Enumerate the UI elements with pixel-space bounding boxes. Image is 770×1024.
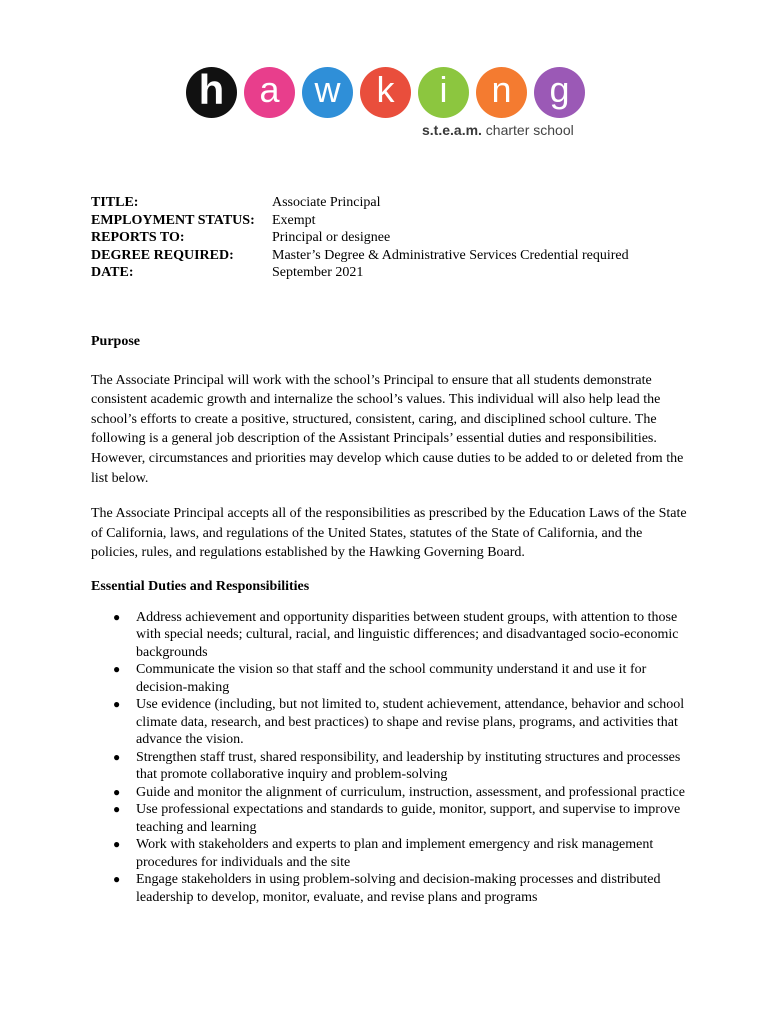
hawking-logo — [186, 67, 586, 139]
list-item-text: Use evidence (including, but not limited to, student achievement, attendance, behavior and school climate data, research, and best practices) to shape and revise plans, programs, and activities that advance the vision. — [136, 697, 685, 748]
meta-row-reports-to — [91, 229, 629, 247]
meta-key: EMPLOYMENT STATUS: — [91, 212, 255, 228]
list-item — [91, 696, 691, 749]
logo-letters — [186, 67, 586, 118]
purpose-paragraph-2: The Associate Principal accepts all of the responsibilities as prescribed by the Education Laws of the State of California, laws, and regulations of the United States, statutes of the State of California, and the policies, rules, and regulations established by the Hawking Governing Board. — [91, 506, 687, 561]
list-item-text: Engage stakeholders in using problem-solving and decision-making processes and distributed leadership to develop, monitor, evaluate, and revise plans and programs — [136, 872, 661, 905]
document-body — [91, 332, 691, 906]
logo-letter-g: g — [534, 67, 585, 118]
bullet-icon: ● — [113, 609, 121, 624]
meta-key: TITLE: — [91, 195, 139, 210]
logo-letter-h: h — [186, 67, 237, 118]
list-item — [91, 609, 691, 662]
meta-value: Associate Principal — [272, 195, 381, 210]
bullet-icon: ● — [113, 784, 121, 799]
logo-letter-i: i — [418, 67, 469, 118]
meta-row-employment-status — [91, 212, 629, 230]
list-item-text: Strengthen staff trust, shared responsibility, and leadership by instituting structures and processes that promote collaborative inquiry and problem-solving — [136, 749, 681, 783]
list-item-text: Communicate the vision so that staff and the school community understand it and use it for decision-making — [136, 662, 647, 695]
list-item-text: Use professional expectations and standards to guide, monitor, support, and supervise to improve teaching and learning — [136, 802, 681, 835]
meta-value: September 2021 — [272, 265, 364, 280]
meta-row-date — [91, 264, 629, 282]
logo-letter-w: w — [302, 67, 353, 118]
list-item-text: Work with stakeholders and experts to plan and implement emergency and risk management procedures for individuals and the site — [136, 837, 654, 870]
meta-row-title — [91, 194, 629, 212]
list-item-text: Address achievement and opportunity disparities between student groups, with attention to those with special needs; cultural, racial, and linguistic differences; and disadvantaged socio-economic backgrounds — [136, 609, 679, 660]
logo-letter-k: k — [360, 67, 411, 118]
list-item — [91, 784, 691, 802]
duties-list — [91, 609, 691, 907]
duties-heading: Essential Duties and Responsibilities — [91, 578, 310, 594]
list-item — [91, 871, 691, 906]
meta-key: REPORTS TO: — [91, 230, 185, 245]
bullet-icon: ● — [113, 749, 121, 764]
purpose-heading: Purpose — [91, 334, 140, 349]
meta-value: Principal or designee — [272, 230, 391, 245]
meta-value: Exempt — [272, 212, 316, 228]
tagline-steam: s.t.e.a.m. — [422, 122, 482, 138]
meta-key: DATE: — [91, 265, 134, 280]
list-item-text: Guide and monitor the alignment of curriculum, instruction, assessment, and professional practice — [136, 784, 685, 800]
bullet-icon: ● — [113, 697, 121, 712]
meta-value: Master’s Degree & Administrative Services Credential required — [272, 247, 629, 263]
list-item — [91, 661, 691, 696]
bullet-icon: ● — [113, 872, 121, 887]
list-item — [91, 749, 691, 784]
meta-key: DEGREE REQUIRED: — [91, 247, 234, 263]
logo-letter-a: a — [244, 67, 295, 118]
list-item — [91, 801, 691, 836]
bullet-icon: ● — [113, 837, 121, 852]
logo-tagline — [422, 122, 574, 138]
bullet-icon: ● — [113, 802, 121, 817]
purpose-paragraph-1: The Associate Principal will work with the school’s Principal to ensure that all students demonstrate consistent academic growth and internalize the school’s values. This individual will also help lead the school’s efforts to create a positive, structured, consistent, caring, and disciplined school culture. The following is a general job description of the Assistant Principals’ essential duties and responsibilities. However, circumstances and priorities may develop which cause duties to be added to or deleted from the list below. — [91, 372, 684, 486]
bullet-icon: ● — [113, 662, 121, 677]
tagline-rest: charter school — [481, 122, 574, 138]
list-item — [91, 836, 691, 871]
meta-row-degree-required — [91, 247, 629, 265]
job-meta-table — [91, 194, 629, 282]
logo-letter-n: n — [476, 67, 527, 118]
